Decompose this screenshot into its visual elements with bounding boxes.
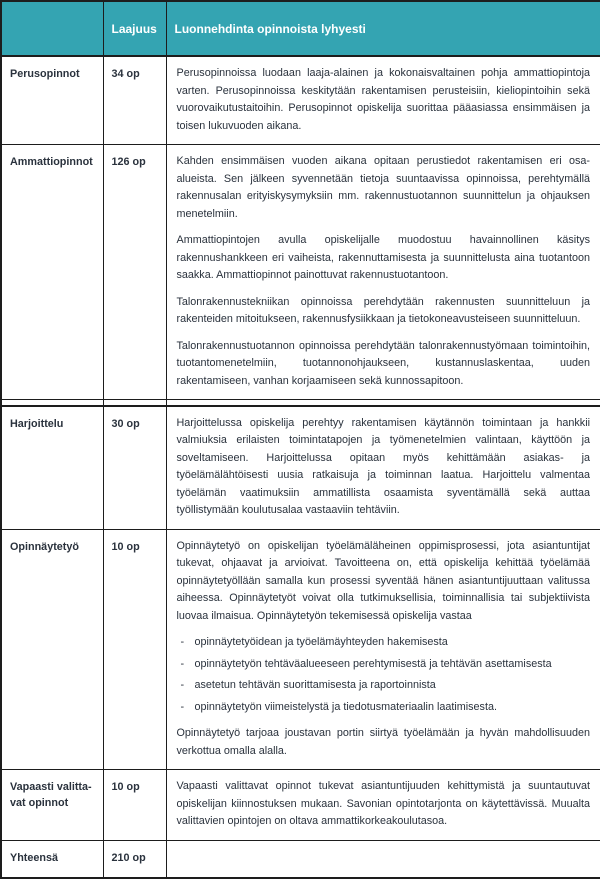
header-cell-empty [1, 1, 103, 56]
table-row [1, 529, 600, 770]
row-label: Harjoittelu [1, 406, 103, 530]
row-description [166, 56, 600, 145]
table-row [1, 840, 600, 878]
bullet-dash: - [180, 679, 185, 691]
bullet-text: asetetun tehtävän suorittamisesta ja raportoinnista [194, 679, 436, 691]
description-paragraph: Opinnäytetyö tarjoaa joustavan portin siirtyä työelämään ja hyvän mahdollisuuden verkottua omalla alalla. [176, 727, 590, 757]
bullet-dash: - [180, 700, 185, 713]
bullet-item [177, 699, 591, 717]
row-credits: 10 op [103, 770, 166, 841]
row-description [166, 529, 600, 770]
table-body [1, 56, 600, 878]
row-description [166, 840, 600, 878]
table-row [1, 406, 600, 530]
bullet-text: opinnäytetyön viimeistelystä ja tiedotusmateriaalin laatimisesta. [194, 700, 497, 713]
bullet-list [177, 634, 591, 716]
description-paragraph: Talonrakennustekniikan opinnoissa perehdytään rakennusten suunnitteluun ja rakenteiden mitoitukseen, rakennusfysiikkaan ja tietokoneavusteiseen suunnitteluun. [176, 295, 590, 325]
row-description [166, 406, 600, 530]
bullet-item [177, 677, 591, 695]
description-paragraph: Talonrakennustuotannon opinnoissa perehdytään talonrakennustyömaan toimintoihin, tuotantomenetelmiin, tuotannonohjaukseen, kustannuslaskentaa, uuden rakentamiseen, vanhan korjaamiseen sekä kunnossapitoon. [176, 339, 590, 387]
description-paragraph: Perusopinnoissa luodaan laaja-alainen ja kokonaisvaltainen pohja ammattiopintoja varten. Perusopinnoissa keskitytään rakentamisen perusteisiin, kieliopintoihin sekä vuorovaikutustaitoihin. Perusopinnot opiskelija suorittaa pääasiassa ensimmäisen ja toisen lukuvuoden aikana. [176, 67, 590, 132]
description-paragraph: Opinnäytetyö on opiskelijan työelämäläheinen oppimisprosessi, jota asiantuntijat tukevat, ohjaavat ja arvioivat. Tavoitteena on, että opiskelija kehittää työelämää opinnäytetyöllään samalla kun prosessi syventää hänen asiantuntijuuttaan valitussa aiheessa. Opinnäytetyöt voivat olla tutkimuksellisia, toiminnallisia tai subjektiivista luovaa ilmaisua. Opinnäytetyön tekemisessä opiskelija vastaa [176, 539, 590, 622]
row-label: Ammattiopinnot [1, 145, 103, 400]
header-cell-laajuus: Laajuus [103, 1, 166, 56]
bullet-dash: - [180, 657, 185, 670]
bullet-text: opinnäytetyön tehtäväalueeseen perehtymisestä ja tehtävän asettamisesta [194, 657, 552, 670]
row-label: Perusopinnot [1, 56, 103, 145]
row-credits: 10 op [103, 529, 166, 770]
description-paragraph: Vapaasti valittavat opinnot tukevat asiantuntijuuden kehittymistä ja suuntautuvat opiskelijan kiinnostuksen mukaan. Savonian opintotarjonta on käytettävissä. Muualta valittavien opintojen on oltava ammattikorkeakoulutasoa. [176, 780, 590, 827]
bullet-item [177, 656, 591, 674]
description-paragraph: Harjoittelussa opiskelija perehtyy rakentamisen käytännön toimintaan ja hankkii valmiuksia erilaisten toimintatapojen ja työmenetelmien valintaan, käyttöön ja soveltamiseen. Harjoittelussa opitaan myös kehittämään asiakas- ja työelämälähtöisesti uusia ratkaisuja ja toiminnan laatua. Harjoittelu valmentaa työelämän vaatimuksiin ammatillista osaamista syventämällä sekä auttaa työllistymään koulutusalaa vastaaviin tehtäviin. [176, 416, 590, 516]
row-description [166, 145, 600, 400]
table-row [1, 56, 600, 145]
row-description [166, 770, 600, 841]
row-label: Opinnäytetyö [1, 529, 103, 770]
bullet-text: opinnäytetyöidean ja työelämäyhteyden hakemisesta [194, 636, 448, 648]
bullet-dash: - [180, 636, 185, 648]
header-row [1, 1, 600, 56]
row-credits: 126 op [103, 145, 166, 400]
bullet-item [177, 634, 591, 652]
row-credits: 34 op [103, 56, 166, 145]
row-credits: 30 op [103, 406, 166, 530]
row-credits: 210 op [103, 840, 166, 878]
table-row [1, 770, 600, 841]
table-row [1, 145, 600, 400]
description-paragraph: Ammattiopintojen avulla opiskelijalle muodostuu havainnollinen käsitys rakennushankkeen eri vaiheista, rakennuttamisesta ja suunnittelusta aina tuotantoon saakka. Ammattiopinnot painottuvat rakennustuotantoon. [176, 234, 590, 281]
row-label: Yhteensä [1, 840, 103, 878]
header-cell-luonnehdinta: Luonnehdinta opinnoista lyhyesti [166, 1, 600, 56]
description-paragraph: Kahden ensimmäisen vuoden aikana opitaan perustiedot rakentamisen eri osa-alueista. Sen jälkeen syvennetään tietoja suuntaavissa opinnoissa, perehtymällä rakennusalan erityiskysymyksiin mm. rakennustuotannon suunnittelun ja ohjauksen menetelmiin. [176, 155, 590, 220]
row-label: Vapaasti valitta-vat opinnot [1, 770, 103, 841]
